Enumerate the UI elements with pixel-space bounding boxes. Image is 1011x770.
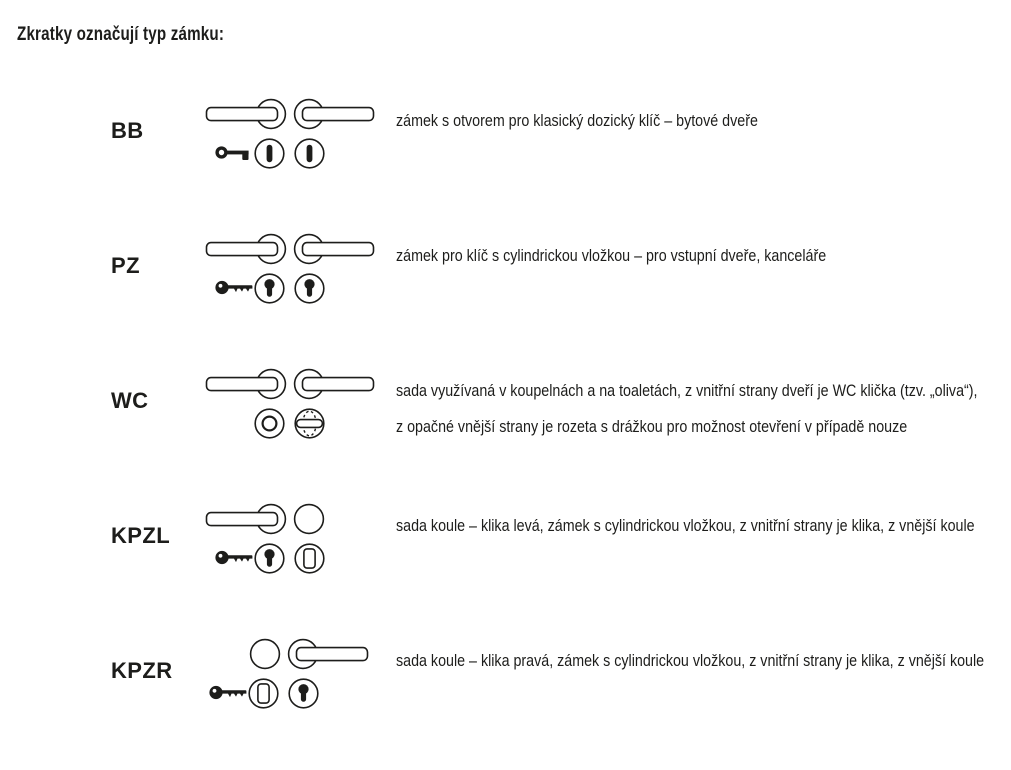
keyhole-pz-icon <box>288 678 319 709</box>
key-cylinder-icon <box>215 547 253 568</box>
key-cylinder-icon <box>209 682 247 703</box>
lock-type-code: PZ <box>111 253 140 278</box>
lock-type-code: KPZL <box>111 523 171 548</box>
keyhole-pz-icon <box>254 543 285 574</box>
lock-type-description <box>396 103 1011 139</box>
blind-rosette-icon <box>294 543 325 574</box>
lock-type-code: WC <box>111 388 149 413</box>
lock-type-description <box>396 238 1011 274</box>
lock-icon-set <box>205 500 380 580</box>
lock-type-description <box>396 508 1011 544</box>
handle-right-icon <box>293 98 375 130</box>
handle-left-icon <box>205 503 287 535</box>
keyhole-bb-icon <box>254 138 285 169</box>
description-line: z opačné vnější strany je rozeta s drážkou pro možnost otevření v případě nouze <box>396 417 908 436</box>
legend-row-bb <box>0 95 1011 230</box>
handle-left-icon <box>205 368 287 400</box>
lock-type-description <box>396 643 1011 679</box>
key-classic-icon <box>215 142 252 163</box>
wc-rosette-icon <box>254 408 285 439</box>
lock-icon-set <box>205 365 380 445</box>
legend-row-wc <box>0 365 1011 500</box>
keyhole-pz-icon <box>254 273 285 304</box>
blind-rosette-icon <box>248 678 279 709</box>
knob-icon <box>199 638 281 670</box>
description-line: sada koule – klika pravá, zámek s cylindrickou vložkou, z vnitřní strany je klika, z vnější koule <box>396 651 985 670</box>
lock-icon-set <box>199 635 374 715</box>
handle-right-icon <box>293 368 375 400</box>
description-line: zámek pro klíč s cylindrickou vložkou – pro vstupní dveře, kanceláře <box>396 246 827 265</box>
handle-right-icon <box>287 638 369 670</box>
handle-left-icon <box>205 98 287 130</box>
key-cylinder-icon <box>215 277 253 298</box>
lock-type-description <box>396 373 1011 445</box>
keyhole-bb-icon <box>294 138 325 169</box>
legend-row-pz <box>0 230 1011 365</box>
description-line: sada využívaná v koupelnách a na toaletách, z vnitřní strany dveří je WC klička (tzv. „oliva“), <box>396 381 978 400</box>
legend-row-kpzr <box>0 635 1011 770</box>
page-title: Zkratky označují typ zámku: <box>17 24 225 45</box>
handle-right-icon <box>293 233 375 265</box>
legend-row-kpzl <box>0 500 1011 635</box>
keyhole-pz-icon <box>294 273 325 304</box>
lock-type-code: KPZR <box>111 658 173 683</box>
knob-icon <box>293 503 375 535</box>
lock-type-code: BB <box>111 118 144 143</box>
handle-left-icon <box>205 233 287 265</box>
description-line: zámek s otvorem pro klasický dozický klíč – bytové dveře <box>396 111 758 130</box>
wc-oliva-icon <box>294 408 325 439</box>
description-line: sada koule – klika levá, zámek s cylindrickou vložkou, z vnitřní strany je klika, z vnější koule <box>396 516 975 535</box>
lock-icon-set <box>205 95 380 175</box>
lock-icon-set <box>205 230 380 310</box>
